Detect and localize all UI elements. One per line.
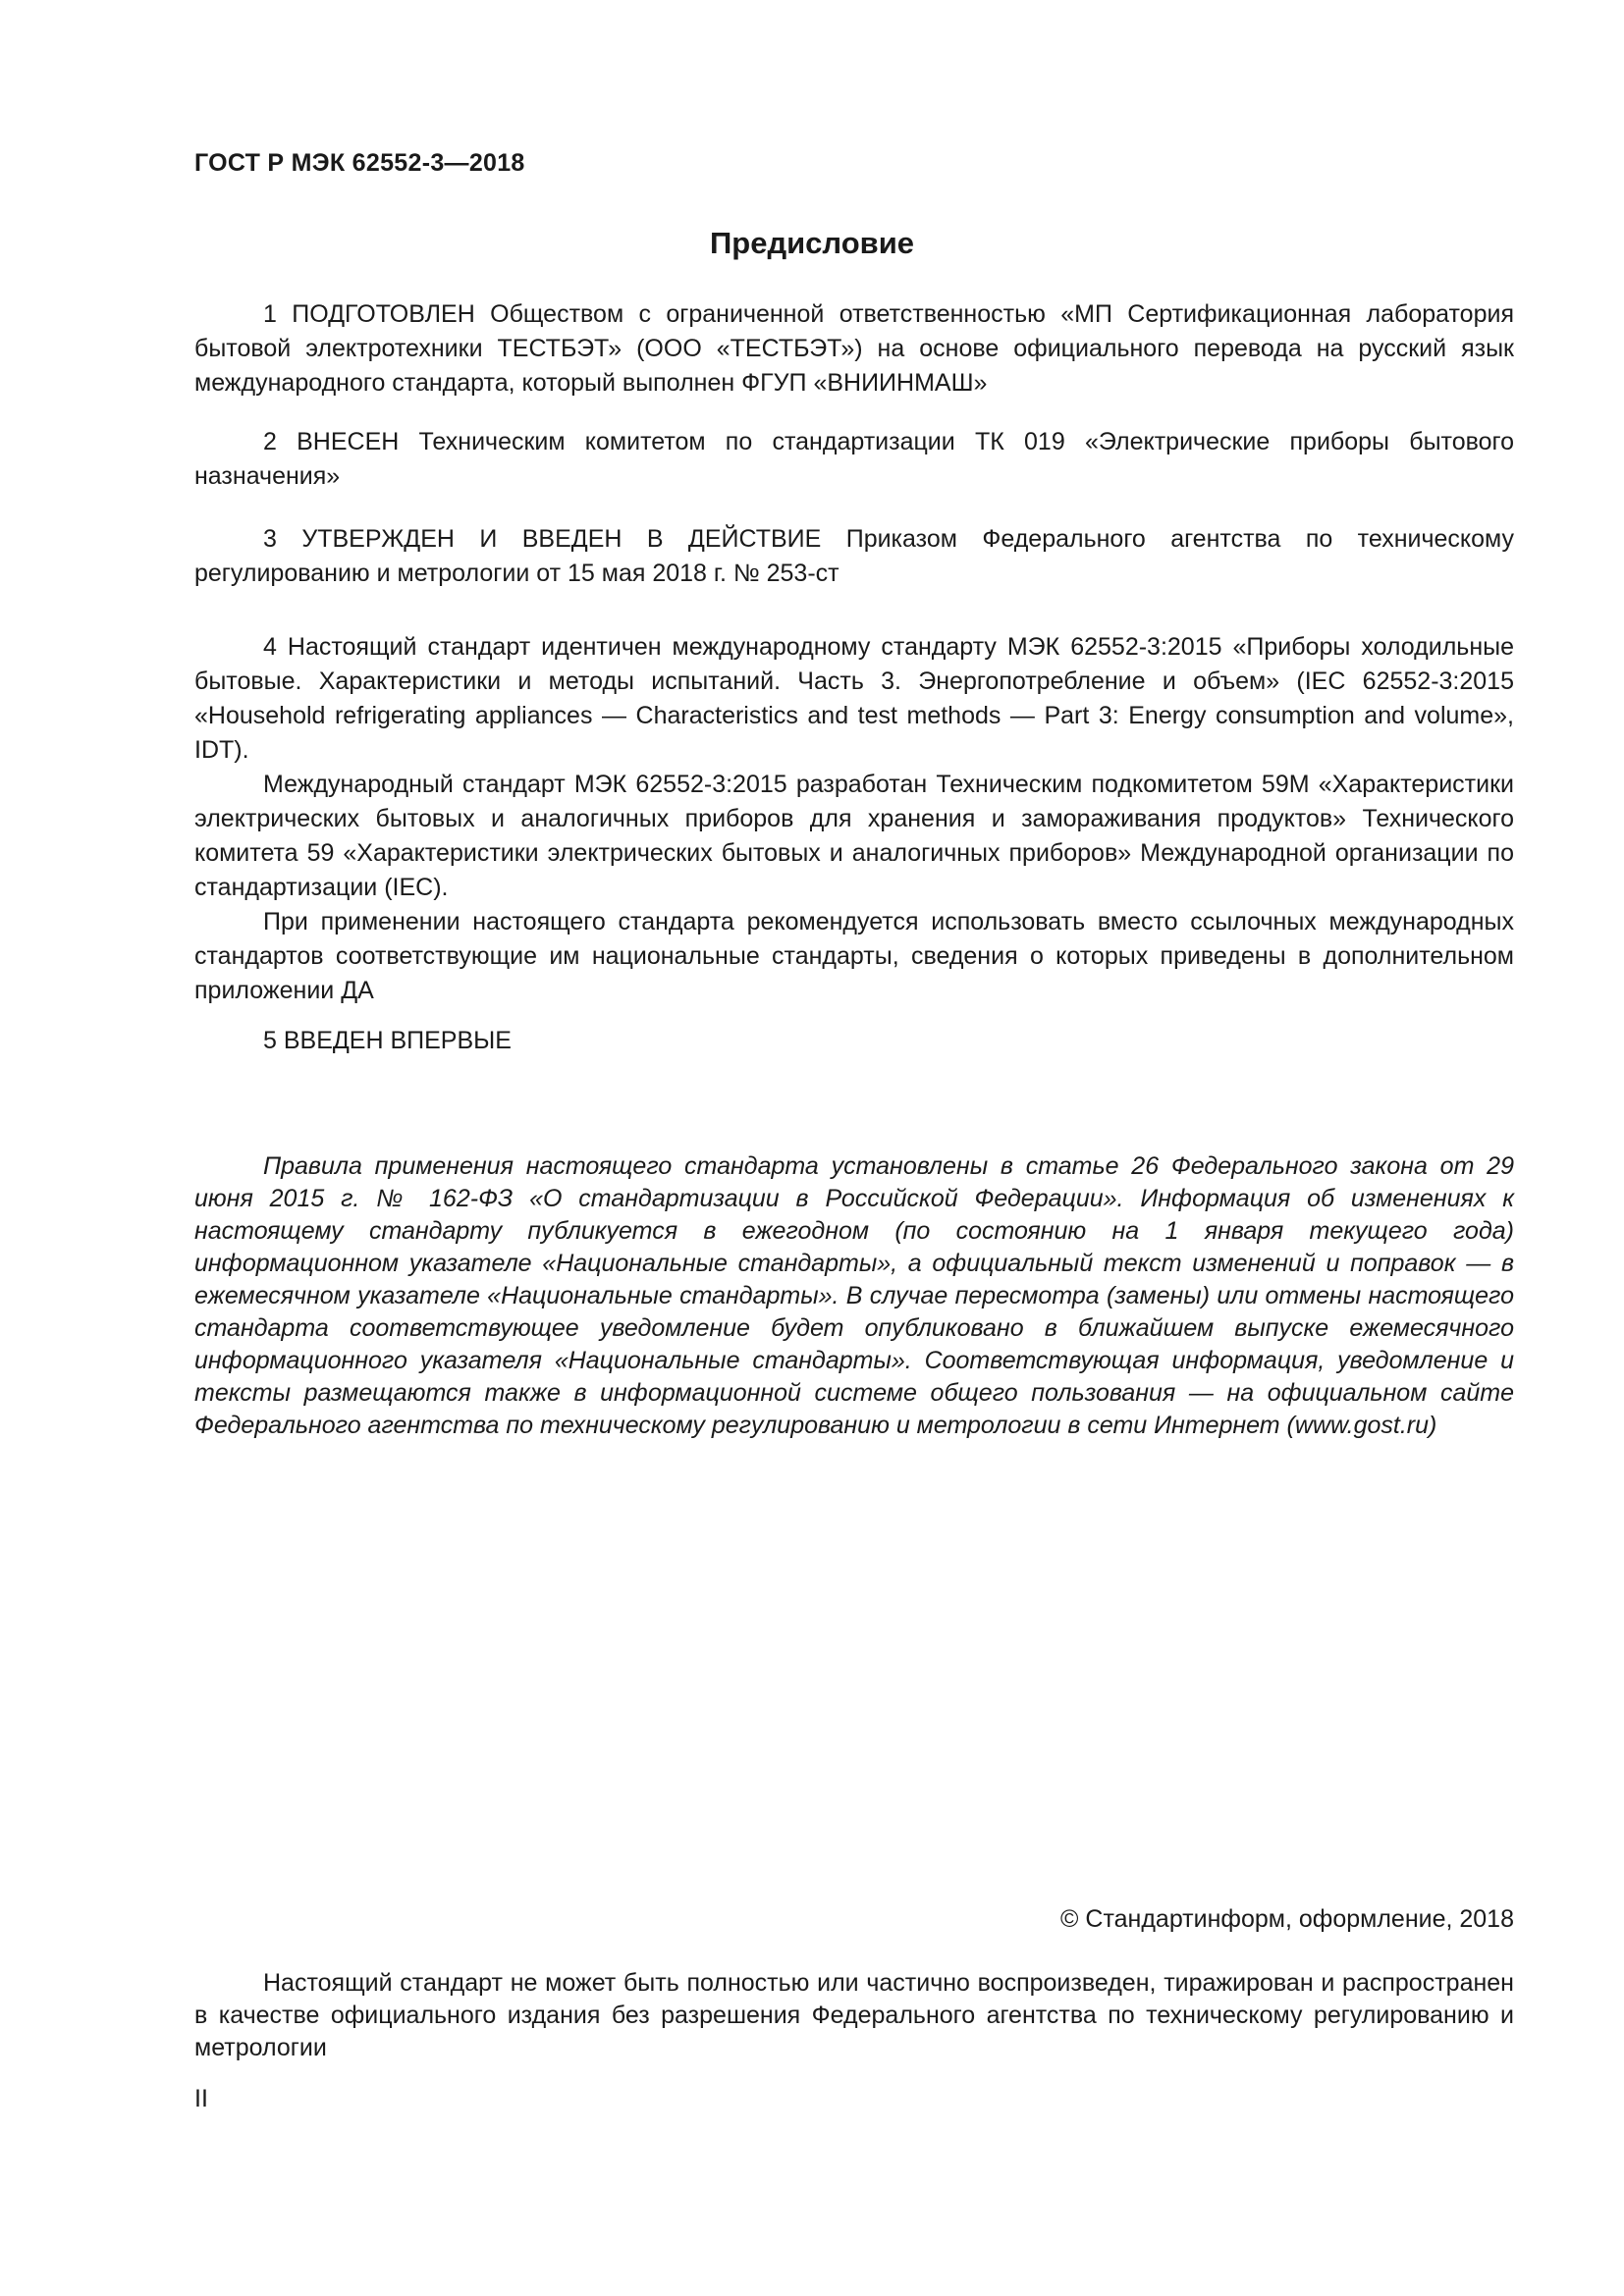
section-4-paragraph-2: Международный стандарт МЭК 62552-3:2015 разработан Техническим подкомитетом 59M «Характеристики электрических бытовых и аналогичных приборов для хранения и замораживания продуктов» Технического комитета 59 «Характеристики электрических бытовых и аналогичных приборов» Международной организации по стандартизации (IEC). — [194, 771, 1514, 901]
section-2 — [194, 425, 1514, 494]
page-title: Предисловие — [709, 226, 914, 260]
section-4 — [194, 630, 1514, 1008]
section-2-text: 2 ВНЕСЕН Техническим комитетом по стандартизации ТК 019 «Электрические приборы бытового назначения» — [194, 428, 1514, 490]
section-4-paragraph-3: При применении настоящего стандарта рекомендуется использовать вместо ссылочных международных стандартов соответствующие им национальные стандарты, сведения о которых приведены в дополнительном приложении ДА — [194, 908, 1514, 1004]
section-3 — [194, 522, 1514, 591]
copyright-line: © Стандартинформ, оформление, 2018 — [1060, 1905, 1514, 1933]
section-5 — [194, 1024, 1514, 1058]
standard-code-header: ГОСТ Р МЭК 62552-3—2018 — [194, 149, 525, 177]
section-1-text: 1 ПОДГОТОВЛЕН Обществом с ограниченной ответственностью «МП Сертификационная лаборатория бытовой электротехники ТЕСТБЭТ» (ООО «ТЕСТБЭТ») на основе официального перевода на русский язык международного стандарта, который выполнен ФГУП «ВНИИНМАШ» — [194, 300, 1514, 397]
section-5-text: 5 ВВЕДЕН ВПЕРВЫЕ — [263, 1027, 512, 1054]
section-3-text: 3 УТВЕРЖДЕН И ВВЕДЕН В ДЕЙСТВИЕ Приказом Федерального агентства по техническому регулированию и метрологии от 15 мая 2018 г. № 253-ст — [194, 525, 1514, 587]
page-number: II — [194, 2085, 208, 2112]
rules-of-application-note: Правила применения настоящего стандарта установлены в статье 26 Федерального закона от 29 июня 2015 г. № 162-ФЗ «О стандартизации в Российской Федерации». Информация об изменениях к настоящему стандарту публикуется в ежегодном (по состоянию на 1 января текущего года) информационном указателе «Национальные стандарты», а официальный текст изменений и поправок — в ежемесячном указателе «Национальные стандарты». В случае пересмотра (замены) или отмены настоящего стандарта соответствующее уведомление будет опубликовано в ближайшем выпуске ежемесячного информационного указателя «Национальные стандарты». Соответствующая информация, уведомление и тексты размещаются также в информационной системе общего пользования — на официальном сайте Федерального агентства по техническому регулированию и метрологии в сети Интернет (www.gost.ru) — [194, 1152, 1514, 1439]
section-1 — [194, 297, 1514, 400]
section-4-paragraph-1: 4 Настоящий стандарт идентичен международному стандарту МЭК 62552-3:2015 «Приборы холодильные бытовые. Характеристики и методы испытаний. Часть 3. Энергопотребление и объем» (IEC 62552-3:2015 «Household refrigerating appliances — Characteristics and test methods — Part 3: Energy consumption and volume», IDT). — [194, 633, 1514, 764]
reproduction-restriction-note: Настоящий стандарт не может быть полностью или частично воспроизведен, тиражирован и распространен в качестве официального издания без разрешения Федерального агентства по техническому регулированию и метрологии — [194, 1969, 1514, 2061]
